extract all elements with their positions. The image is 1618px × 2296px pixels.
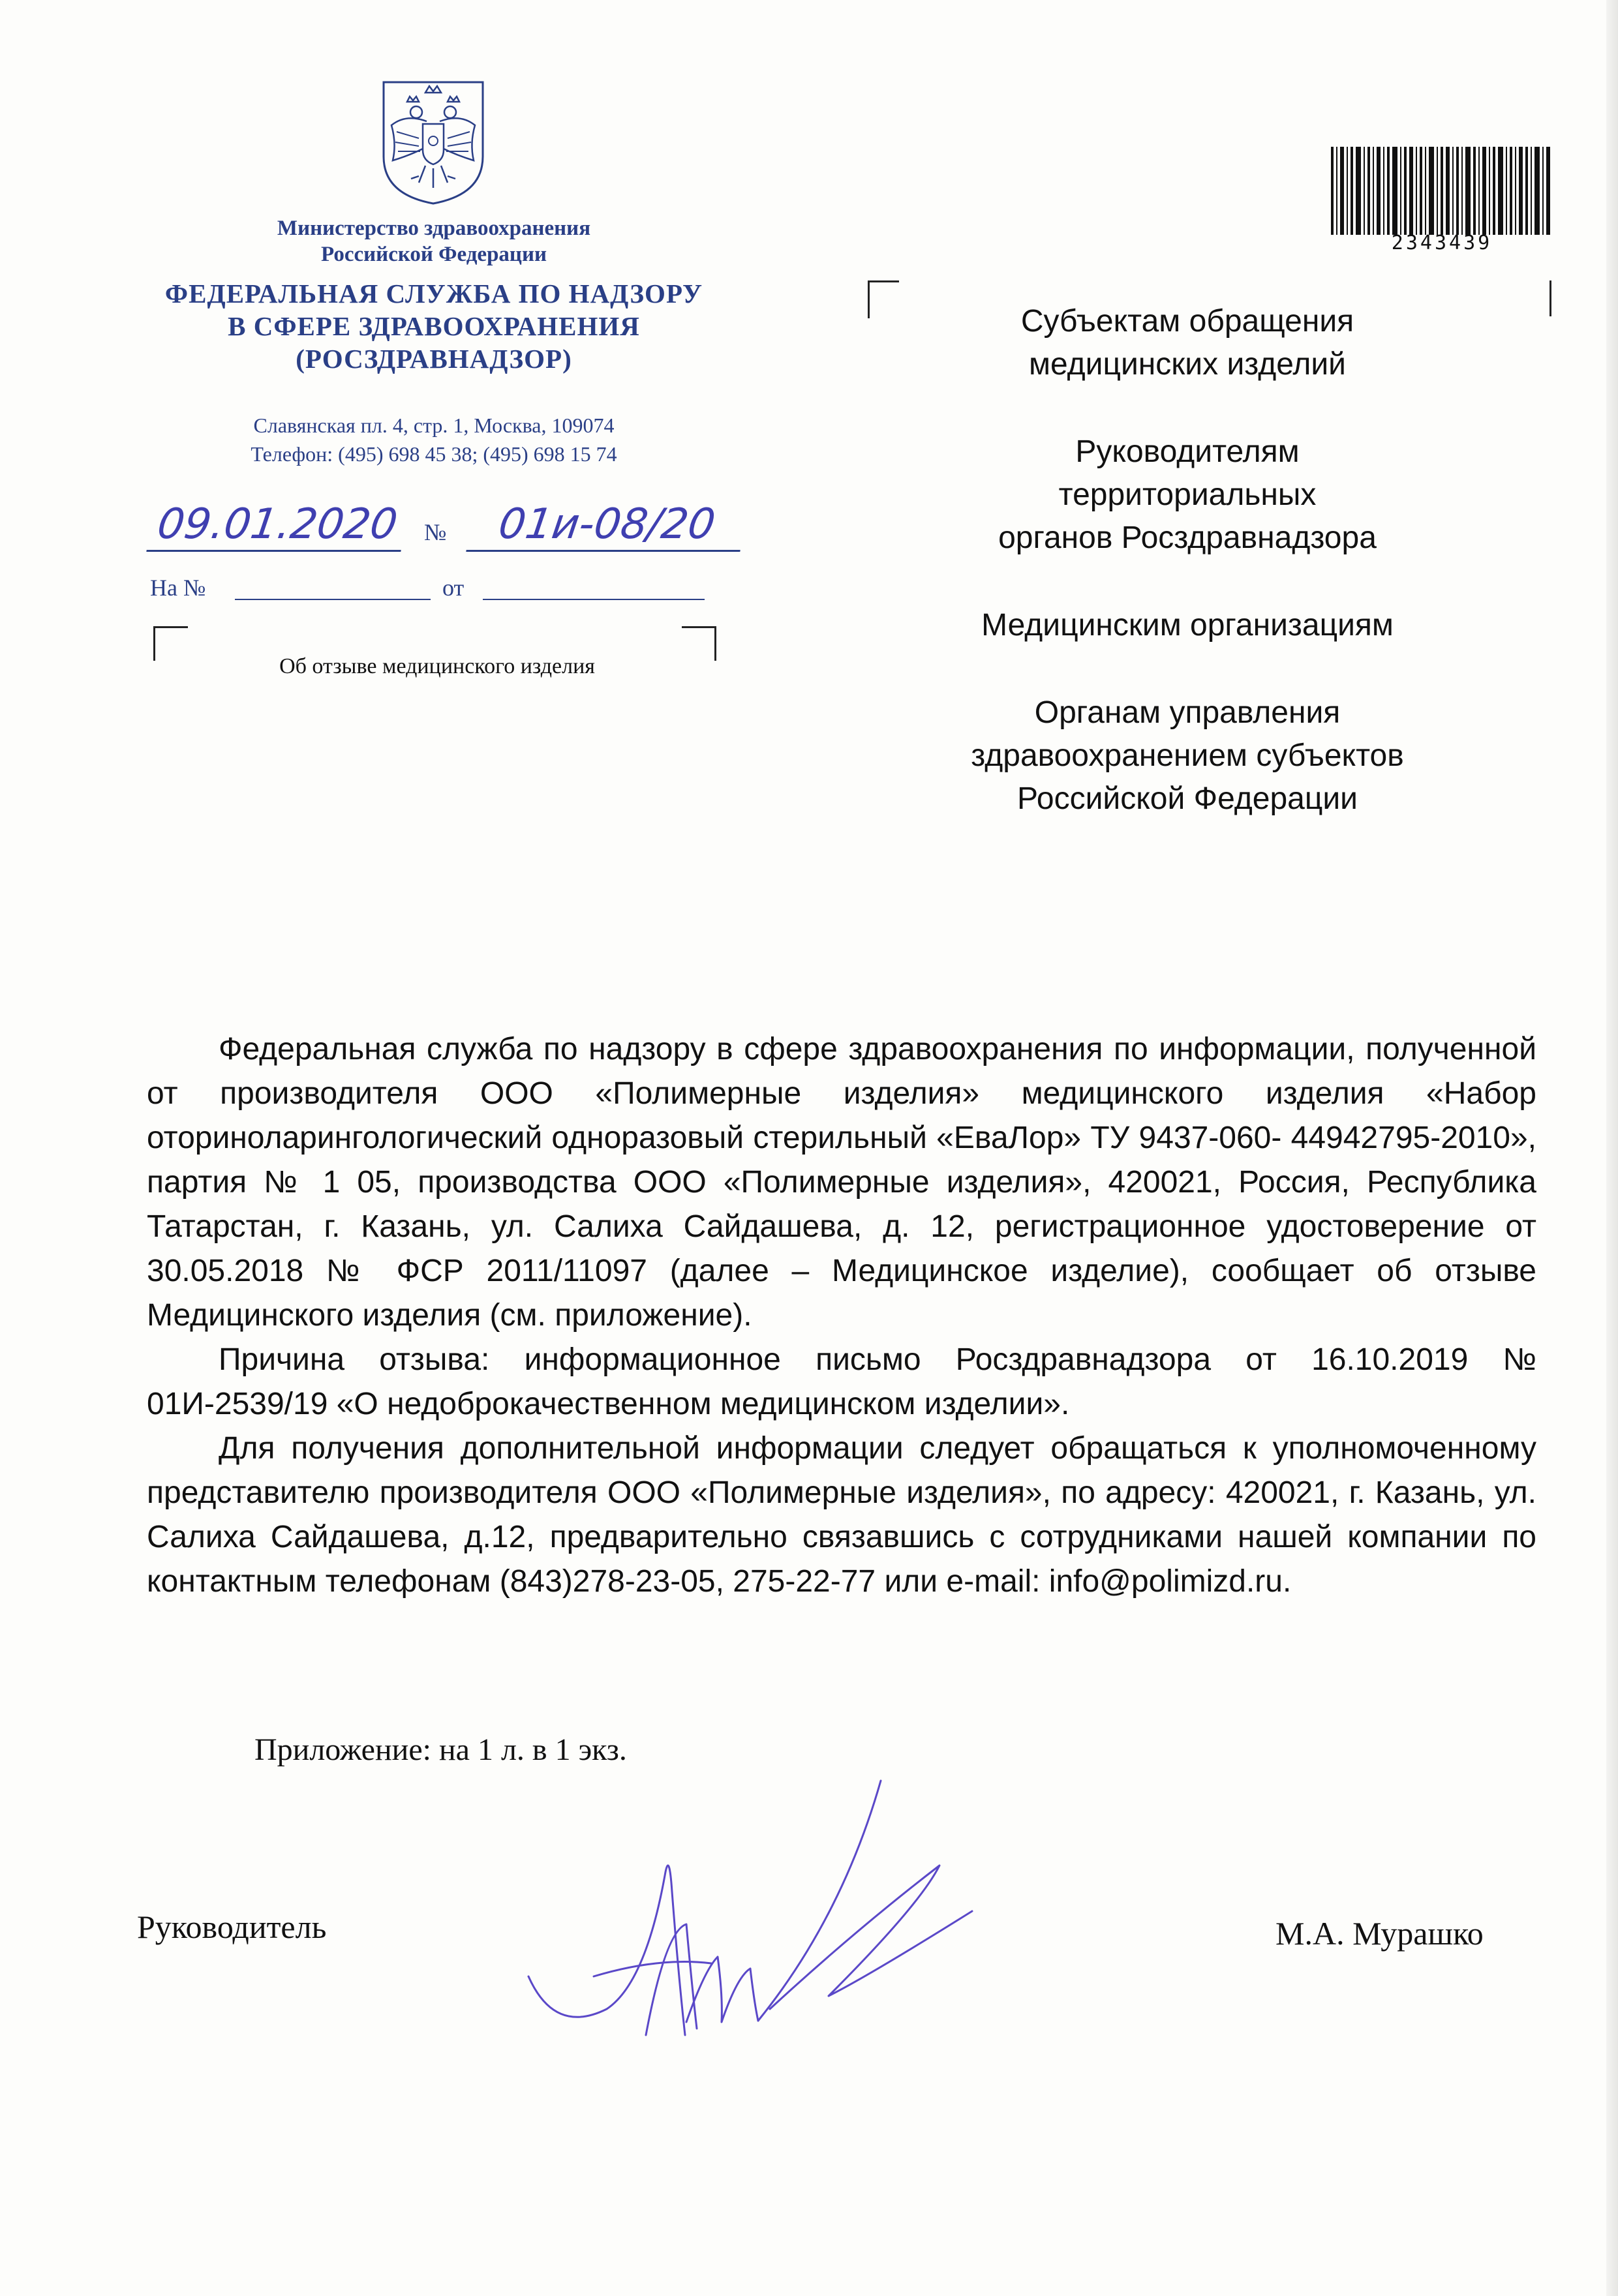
addressee-line: органов Росздравнадзора bbox=[998, 521, 1377, 555]
address-line: Славянская пл. 4, стр. 1, Москва, 109074 bbox=[253, 414, 615, 437]
addressee-line: территориальных bbox=[1058, 477, 1317, 512]
reference-line bbox=[150, 574, 776, 607]
ministry-line: Российской Федерации bbox=[321, 243, 547, 266]
office-address bbox=[163, 411, 705, 468]
addressee-item bbox=[913, 604, 1461, 647]
addressee-block bbox=[913, 300, 1461, 865]
service-line: ФЕДЕРАЛЬНАЯ СЛУЖБА ПО НАДЗОРУ bbox=[164, 279, 703, 309]
ministry-name bbox=[163, 215, 705, 267]
barcode-icon bbox=[1331, 147, 1553, 235]
signatory-title: Руководитель bbox=[137, 1909, 327, 1945]
letter-body bbox=[147, 1027, 1536, 1604]
addressee-line: Руководителям bbox=[1075, 434, 1300, 469]
addressee-line: Субъектам обращения bbox=[1020, 304, 1354, 339]
reference-label: На № bbox=[150, 575, 206, 601]
body-paragraph: Для получения дополнительной информации следует обращаться к уполномоченному представителю производителя ООО «Полимерные изделия», по адресу: 420021, г. Казань, ул. Салиха Сайдашева, д.12, предварительно связавшись с сотрудниками нашей компании по контактным телефонам (843)278-23-05, 275-22-77 или e-mail: info@polimizd.ru. bbox=[147, 1431, 1536, 1599]
registration-line bbox=[150, 499, 776, 558]
service-line: (РОСЗДРАВНАДЗОР) bbox=[296, 344, 572, 374]
coat-of-arms-icon bbox=[380, 78, 487, 206]
addressee-line: медицинских изделий bbox=[1029, 347, 1346, 382]
service-line: В СФЕРЕ ЗДРАВООХРАНЕНИЯ bbox=[228, 311, 640, 341]
page-edge bbox=[1606, 0, 1618, 2296]
addressee-item bbox=[913, 691, 1461, 821]
addressee-line: Российской Федерации bbox=[1017, 781, 1358, 816]
addressee-item bbox=[913, 430, 1461, 560]
reference-from-label: от bbox=[442, 575, 465, 601]
addressee-line: Медицинским организациям bbox=[981, 608, 1394, 642]
phone-line: Телефон: (495) 698 45 38; (495) 698 15 74 bbox=[251, 442, 617, 466]
registration-date: 09.01.2020 bbox=[146, 499, 408, 552]
body-paragraph: Федеральная служба по надзору в сфере здравоохранения по информации, полученной от производителя ООО «Полимерные изделия» медицинского изделия «Набор оториноларингологический одноразовый стерильный «ЕваЛор» ТУ 9437-060- 44942795-2010», партия № 1 05, производства ООО «Полимерные изделия», 420021, Россия, Республика Татарстан, г. Казань, ул. Салиха Сайдашева, д. 12, регистрационное удостоверение от 30.05.2018 № ФСР 2011/11097 (далее – Медицинское изделие), сообщает об отзыве Медицинского изделия (см. приложение). bbox=[147, 1032, 1536, 1333]
reference-number-blank bbox=[235, 599, 431, 600]
addressee-item bbox=[913, 300, 1461, 386]
attachment-note: Приложение: на 1 л. в 1 экз. bbox=[254, 1732, 627, 1767]
number-label: № bbox=[424, 519, 447, 545]
addressee-line: здравоохранением субъектов bbox=[971, 738, 1404, 773]
addressee-corner-right bbox=[1520, 280, 1551, 316]
barcode-number: 2343439 bbox=[1391, 232, 1493, 254]
addressee-line: Органам управления bbox=[1034, 695, 1341, 730]
handwritten-signature bbox=[515, 1761, 998, 2061]
letter-subject: Об отзыве медицинского изделия bbox=[279, 654, 595, 678]
signatory-name: М.А. Мурашко bbox=[1275, 1915, 1484, 1952]
reference-date-blank bbox=[483, 599, 705, 600]
addressee-corner-left bbox=[868, 280, 899, 318]
registration-number: 01и-08/20 bbox=[466, 499, 747, 552]
ministry-line: Министерство здравоохранения bbox=[277, 217, 591, 240]
body-paragraph: Причина отзыва: информационное письмо Росздравнадзора от 16.10.2019 № 01И-2539/19 «О недоброкачественном медицинском изделии». bbox=[147, 1342, 1536, 1421]
service-name bbox=[130, 277, 737, 375]
